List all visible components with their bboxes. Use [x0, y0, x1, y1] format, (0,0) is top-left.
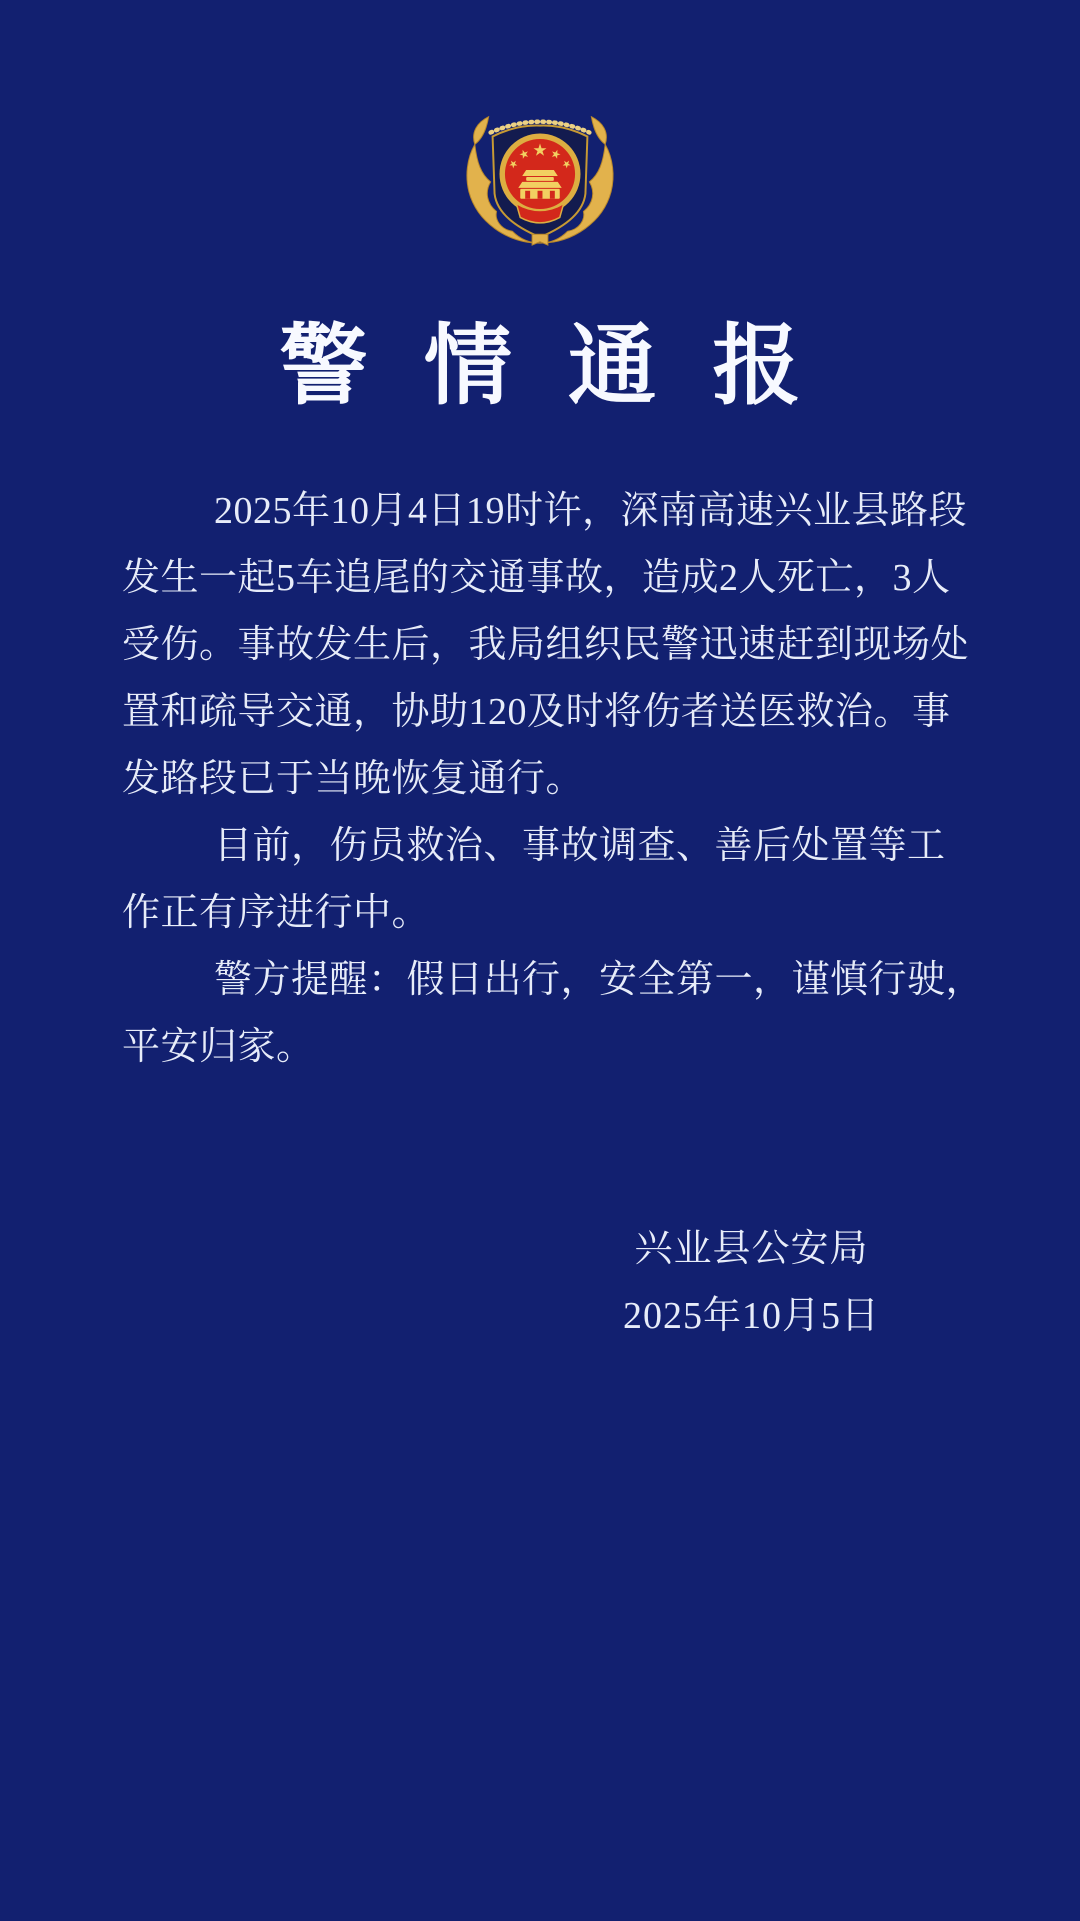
body-line: 2025年10月4日19时许，深南高速兴业县路段 — [214, 490, 968, 532]
body-line: 目前，伤员救治、事故调查、善后处置等工 — [214, 825, 946, 867]
issuing-agency: 兴业县公安局 — [634, 1228, 869, 1270]
body-line: 发生一起5车追尾的交通事故，造成2人死亡，3人 — [122, 557, 951, 599]
body-line: 作正有序进行中。 — [122, 892, 431, 934]
body-line: 受伤。事故发生后，我局组织民警迅速赶到现场处 — [122, 624, 970, 666]
paragraph-2 — [122, 813, 1002, 947]
paragraph-3 — [122, 947, 1002, 1081]
notice-title: 警情通报 — [279, 319, 857, 416]
body-line: 置和疏导交通，协助120及时将伤者送医救治。事 — [122, 691, 951, 733]
china-police-badge-icon — [461, 98, 619, 250]
paragraph-1 — [122, 478, 1002, 813]
signature-block — [623, 1216, 880, 1350]
notice-body — [122, 478, 1002, 1081]
issue-date: 2025年10月5日 — [622, 1295, 880, 1337]
body-line: 平安归家。 — [122, 1026, 315, 1068]
body-line: 警方提醒：假日出行，安全第一，谨慎行驶， — [214, 959, 985, 1001]
body-line: 发路段已于当晚恢复通行。 — [122, 758, 585, 800]
